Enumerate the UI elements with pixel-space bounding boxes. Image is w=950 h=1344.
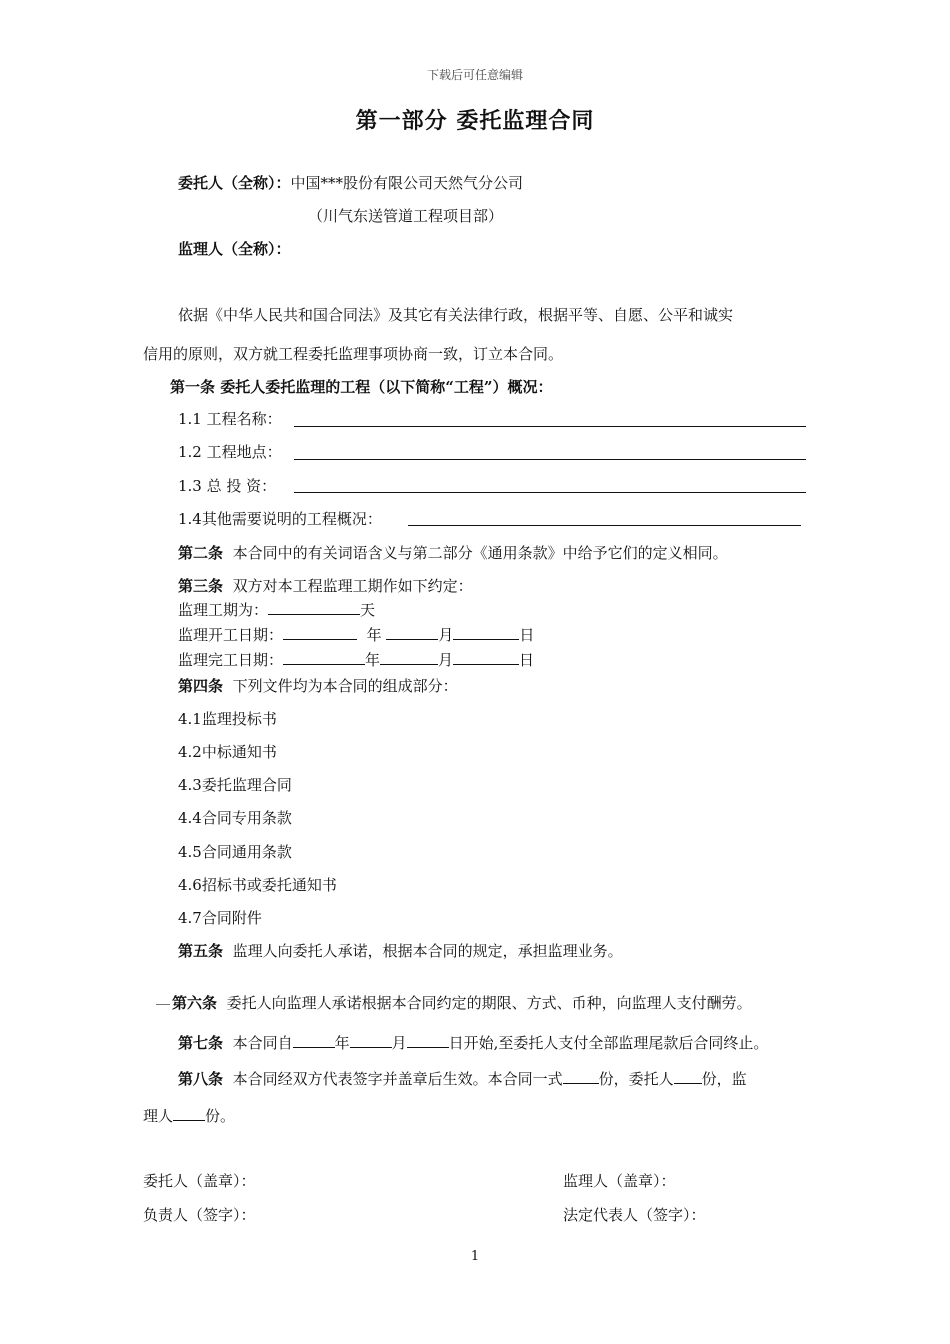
year-label: 年 bbox=[366, 626, 382, 644]
article-5-heading: 第五条 bbox=[178, 942, 224, 960]
day-label: 日 bbox=[519, 626, 535, 644]
year-label: 年 bbox=[365, 651, 381, 669]
page-header-note: 下载后可任意编辑 bbox=[426, 68, 523, 82]
article-5-text: 监理人向委托人承诺，根据本合同的规定，承担监理业务。 bbox=[232, 942, 623, 960]
article-4 bbox=[178, 675, 458, 696]
intro-line-1: 依据《中华人民共和国合同法》及其它有关法律行政，根据平等、自愿、公平和诚实 bbox=[178, 306, 734, 324]
article-7-year-blank bbox=[293, 1033, 335, 1048]
article-7-text-4: 日开始,至委托人支付全部监理尾款后合同终止。 bbox=[448, 1034, 769, 1052]
article-6 bbox=[156, 992, 752, 1013]
article-7 bbox=[178, 1032, 768, 1053]
article-1-item: 1.1 工程名称： bbox=[178, 410, 282, 428]
article-7-day-blank bbox=[407, 1033, 449, 1048]
client-sub: （川气东送管道工程项目部） bbox=[308, 207, 504, 225]
end-day-blank bbox=[453, 650, 519, 665]
fill-line-other-info bbox=[408, 525, 801, 526]
article-6-heading: 第六条 bbox=[172, 994, 218, 1012]
period-line bbox=[178, 599, 375, 620]
article-4-item: 4.1监理投标书 bbox=[178, 710, 277, 728]
article-4-text: 下列文件均为本合同的组成部分： bbox=[232, 677, 458, 695]
article-8-text-1: 本合同经双方代表签字并盖章后生效。本合同一式 bbox=[232, 1070, 563, 1088]
article-2-heading: 第二条 bbox=[178, 544, 224, 562]
article-2-text: 本合同中的有关词语含义与第二部分《通用条款》中给予它们的定义相同。 bbox=[232, 544, 728, 562]
article-8-text-3: 份，监 bbox=[701, 1070, 747, 1088]
article-7-text-3: 月 bbox=[391, 1034, 407, 1052]
article-4-item: 4.3委托监理合同 bbox=[178, 776, 292, 794]
supervisor-label: 监理人（全称）： bbox=[178, 240, 291, 258]
article-8-supervisor-copies-blank bbox=[173, 1106, 205, 1121]
article-1-item: 1.3 总 投 资： bbox=[178, 477, 277, 495]
leading-dash bbox=[156, 1004, 170, 1005]
article-7-text-1: 本合同自 bbox=[232, 1034, 293, 1052]
fill-line-project-location bbox=[294, 459, 806, 460]
article-7-text-2: 年 bbox=[334, 1034, 350, 1052]
end-date-line bbox=[178, 649, 534, 670]
client-sign-label: 负责人（签字）： bbox=[143, 1206, 256, 1224]
fill-line-project-name bbox=[294, 426, 806, 427]
article-2 bbox=[178, 542, 728, 563]
article-4-item: 4.2中标通知书 bbox=[178, 743, 277, 761]
article-7-month-blank bbox=[350, 1033, 392, 1048]
article-8-line-2 bbox=[143, 1105, 235, 1126]
period-blank bbox=[268, 600, 360, 615]
fill-line-total-investment bbox=[294, 492, 806, 493]
end-year-blank bbox=[283, 650, 365, 665]
article-1-heading: 第一条 委托人委托监理的工程（以下简称“工程”）概况： bbox=[170, 378, 553, 396]
month-label: 月 bbox=[438, 626, 454, 644]
article-3-text: 双方对本工程监理工期作如下约定： bbox=[232, 577, 473, 595]
article-8-line-1 bbox=[178, 1068, 747, 1089]
article-4-heading: 第四条 bbox=[178, 677, 224, 695]
article-3-heading: 第三条 bbox=[178, 577, 224, 595]
article-7-heading: 第七条 bbox=[178, 1034, 224, 1052]
article-3 bbox=[178, 575, 473, 596]
period-label: 监理工期为： bbox=[178, 601, 269, 619]
start-year-blank bbox=[283, 625, 357, 640]
supervisor-seal-label: 监理人（盖章）： bbox=[563, 1172, 676, 1190]
article-6-text: 委托人向监理人承诺根据本合同约定的期限、方式、币种，向监理人支付酬劳。 bbox=[226, 994, 752, 1012]
article-1-item: 1.2 工程地点： bbox=[178, 443, 282, 461]
client-seal-label: 委托人（盖章）： bbox=[143, 1172, 256, 1190]
month-label: 月 bbox=[438, 651, 454, 669]
article-8-text-5: 份。 bbox=[205, 1107, 236, 1125]
page-title: 第一部分 委托监理合同 bbox=[355, 108, 595, 134]
article-4-item: 4.7合同附件 bbox=[178, 909, 262, 927]
article-8-client-copies-blank bbox=[674, 1069, 702, 1084]
article-5 bbox=[178, 940, 623, 961]
article-8-text-2: 份，委托人 bbox=[598, 1070, 674, 1088]
end-month-blank bbox=[380, 650, 438, 665]
supervisor-sign-label: 法定代表人（签字）： bbox=[563, 1206, 706, 1224]
end-label: 监理完工日期： bbox=[178, 651, 284, 669]
period-unit: 天 bbox=[360, 601, 376, 619]
page-number: 1 bbox=[470, 1249, 480, 1264]
article-4-item: 4.5合同通用条款 bbox=[178, 843, 292, 861]
start-day-blank bbox=[453, 625, 519, 640]
start-date-line bbox=[178, 624, 534, 645]
day-label: 日 bbox=[519, 651, 535, 669]
article-1-item: 1.4其他需要说明的工程概况： bbox=[178, 510, 382, 528]
client-line bbox=[178, 172, 523, 193]
start-month-blank bbox=[386, 625, 438, 640]
client-label: 委托人（全称）： bbox=[178, 174, 291, 192]
article-8-text-4: 理人 bbox=[143, 1107, 174, 1125]
intro-line-2: 信用的原则，双方就工程委托监理事项协商一致，订立本合同。 bbox=[143, 345, 564, 363]
article-4-item: 4.4合同专用条款 bbox=[178, 809, 292, 827]
client-name: 中国***股份有限公司天然气分公司 bbox=[290, 174, 524, 192]
article-8-heading: 第八条 bbox=[178, 1070, 224, 1088]
article-4-item: 4.6招标书或委托通知书 bbox=[178, 876, 337, 894]
article-8-copies-blank bbox=[563, 1069, 599, 1084]
start-label: 监理开工日期： bbox=[178, 626, 284, 644]
